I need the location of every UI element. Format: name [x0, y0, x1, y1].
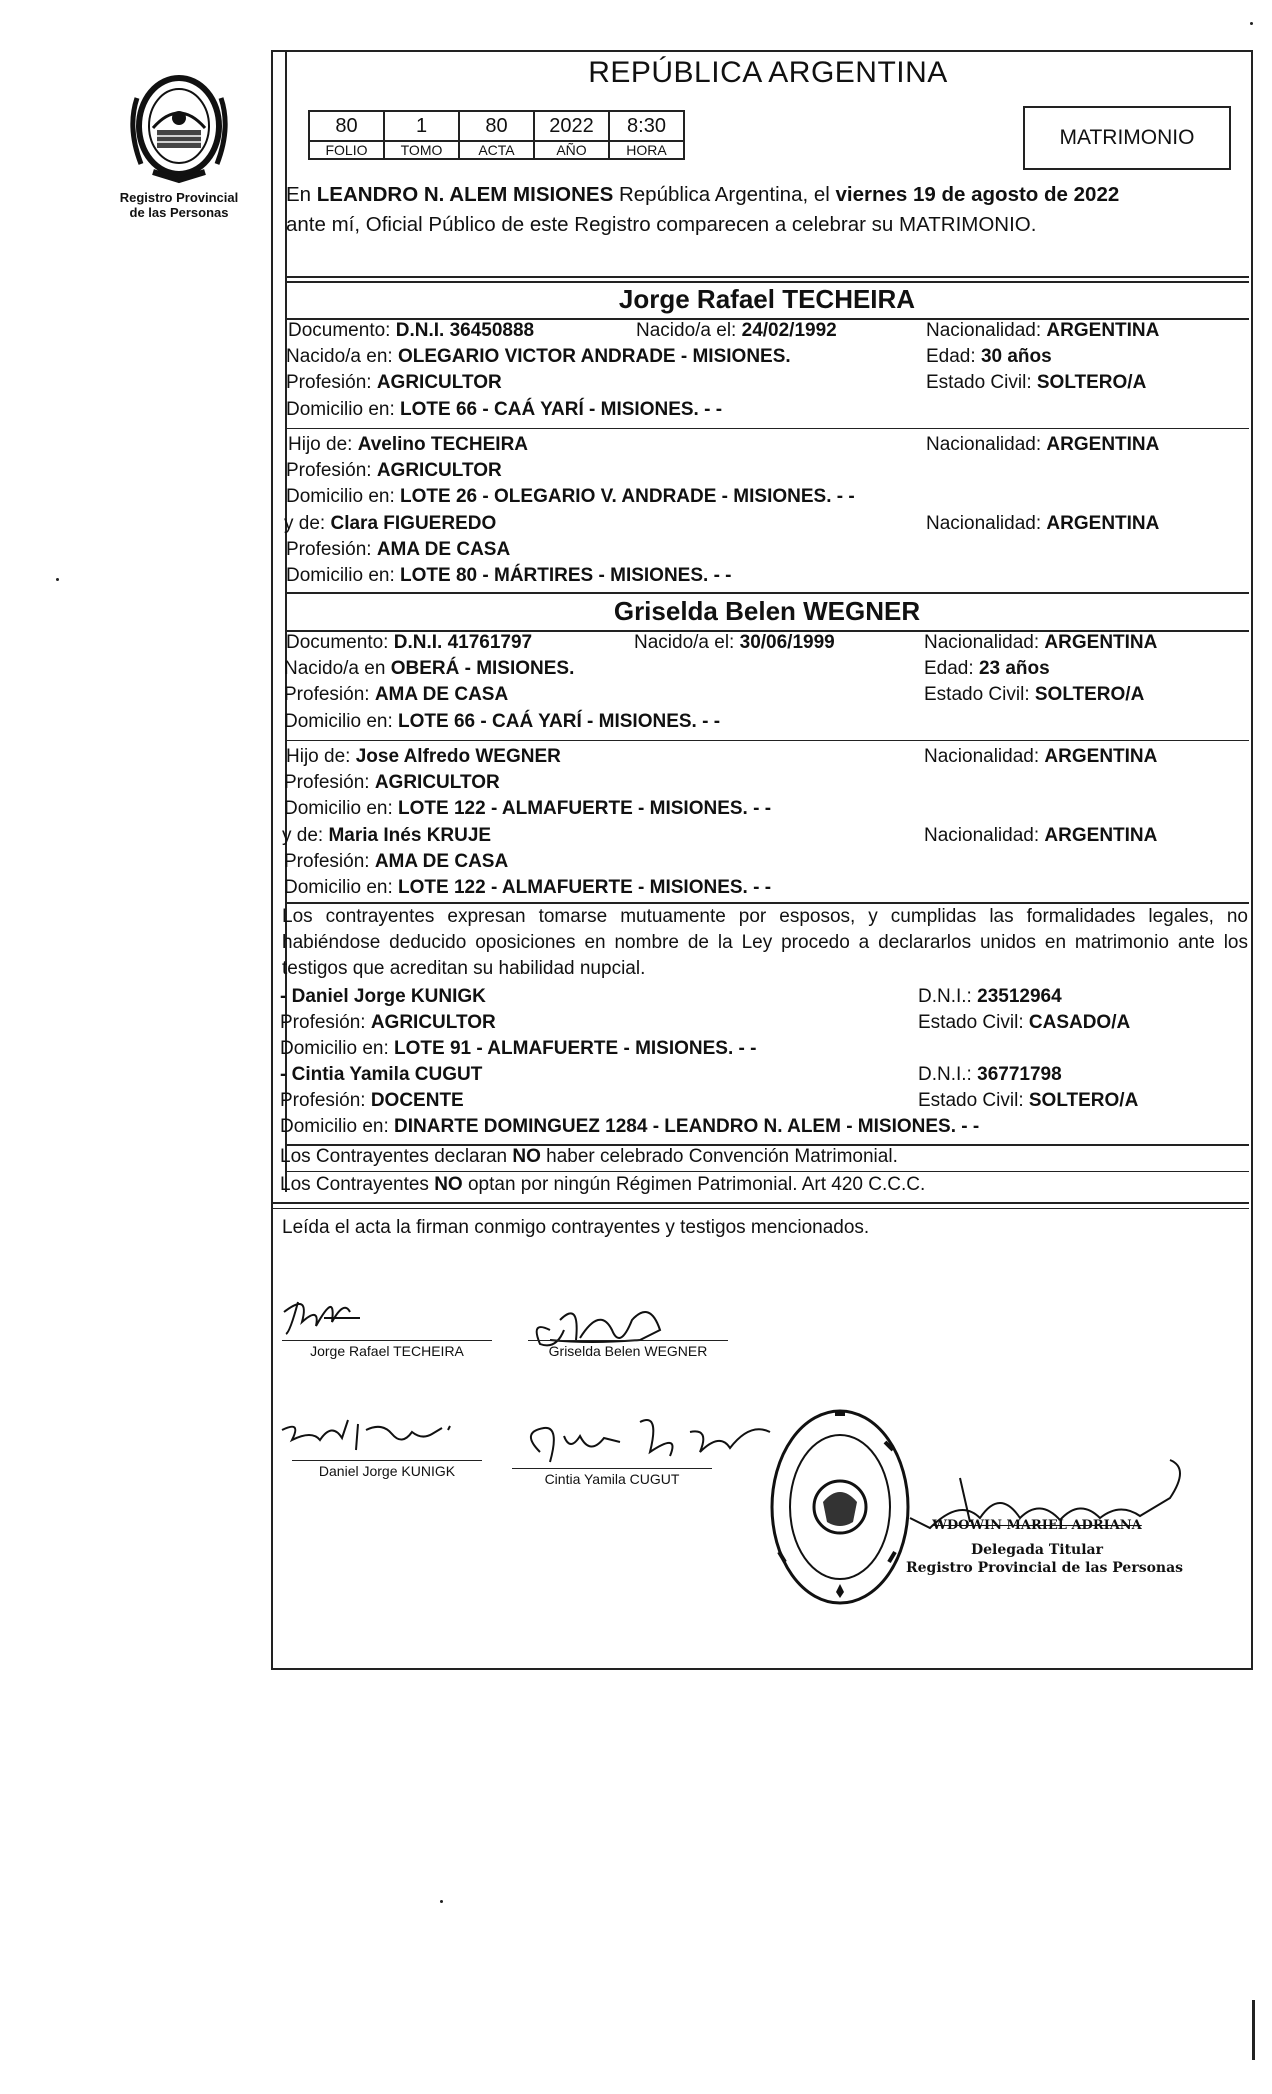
witness1-signature-label: Daniel Jorge KUNIGK — [318, 1463, 456, 1479]
logo-caption: Registro Provincial de las Personas — [119, 190, 239, 220]
witness1-address: Domicilio en: LOTE 91 - ALMAFUERTE - MISIONES. - - — [280, 1038, 757, 1059]
bride-father-address: Domicilio en: LOTE 122 - ALMAFUERTE - MISIONES. - - — [284, 798, 772, 819]
groom-mother: y de: Clara FIGUEREDO — [284, 513, 497, 534]
witness2-dni: D.N.I.: 36771798 — [918, 1064, 1062, 1085]
bride-document: Documento: D.N.I. 41761797 — [286, 632, 533, 653]
scan-mark — [440, 1900, 443, 1903]
groom-father-address: Domicilio en: LOTE 26 - OLEGARIO V. ANDRADE - MISIONES. - - — [286, 486, 855, 507]
official-name: WDOWIN MARIEL ADRIANA — [932, 1518, 1142, 1533]
page-title: REPÚBLICA ARGENTINA — [588, 56, 948, 89]
regime-statement: Los Contrayentes NO optan por ningún Régimen Patrimonial. Art 420 C.C.C. — [280, 1174, 926, 1195]
bride-name: Griselda Belen WEGNER — [613, 596, 921, 626]
signature-line — [512, 1468, 712, 1469]
ano-value: 2022 — [534, 111, 609, 141]
groom-father-nationality: Nacionalidad: ARGENTINA — [926, 434, 1160, 455]
witness2-profession: Profesión: DOCENTE — [280, 1090, 464, 1111]
bride-profession: Profesión: AMA DE CASA — [284, 684, 509, 705]
divider — [285, 428, 1249, 429]
groom-mother-nationality: Nacionalidad: ARGENTINA — [926, 513, 1160, 534]
scan-edge-mark — [1252, 2000, 1255, 2060]
witness2-civil-status: Estado Civil: SOLTERO/A — [918, 1090, 1139, 1111]
tomo-value: 1 — [384, 111, 459, 141]
groom-mother-address: Domicilio en: LOTE 80 - MÁRTIRES - MISIONES. - - — [286, 565, 732, 586]
intro-place: LEANDRO N. ALEM MISIONES — [316, 183, 614, 206]
witness1-name: - Daniel Jorge KUNIGK — [280, 986, 486, 1007]
bride-mother-nationality: Nacionalidad: ARGENTINA — [924, 825, 1158, 846]
witness1-dni: D.N.I.: 23512964 — [918, 986, 1062, 1007]
acta-label: ACTA — [459, 141, 534, 159]
convention-statement: Los Contrayentes declaran NO haber celebrado Convención Matrimonial. — [280, 1146, 898, 1167]
folio-value: 80 — [309, 111, 384, 141]
bride-mother-profession: Profesión: AMA DE CASA — [284, 851, 509, 872]
bride-birthdate: Nacido/a el: 30/06/1999 — [634, 632, 835, 653]
groom-birthplace: Nacido/a en: OLEGARIO VICTOR ANDRADE - MISIONES. — [286, 346, 791, 367]
signature-line — [292, 1460, 482, 1461]
witness1-civil-status: Estado Civil: CASADO/A — [918, 1012, 1131, 1033]
groom-profession: Profesión: AGRICULTOR — [286, 372, 502, 393]
groom-signature-icon — [280, 1282, 390, 1342]
registry-table — [308, 110, 685, 160]
groom-father-profession: Profesión: AGRICULTOR — [286, 460, 502, 481]
divider — [285, 281, 1249, 283]
intro-text: En LEANDRO N. ALEM MISIONES República Argentina, el viernes 19 de agosto de 2022 ante mí, Oficial Público de este Registro comparecen a celebrar su MATRIMONIO. — [286, 183, 1120, 236]
groom-nationality: Nacionalidad: ARGENTINA — [926, 320, 1160, 341]
folio-label: FOLIO — [309, 141, 384, 159]
groom-address: Domicilio en: LOTE 66 - CAÁ YARÍ - MISIONES. - - — [286, 399, 723, 420]
tomo-label: TOMO — [384, 141, 459, 159]
bride-mother: y de: Maria Inés KRUJE — [282, 825, 492, 846]
official-role: Delegada Titular — [970, 1542, 1103, 1558]
bride-address: Domicilio en: LOTE 66 - CAÁ YARÍ - MISIONES. - - — [284, 711, 721, 732]
bride-mother-address: Domicilio en: LOTE 122 - ALMAFUERTE - MISIONES. - - — [284, 877, 772, 898]
registry-logo — [112, 68, 246, 220]
bride-father-profession: Profesión: AGRICULTOR — [284, 772, 500, 793]
closing-text: Leída el acta la firman conmigo contrayentes y testigos mencionados. — [282, 1217, 870, 1238]
record-type-box — [1023, 106, 1231, 170]
acta-value: 80 — [459, 111, 534, 141]
bride-birthplace: Nacido/a en OBERÁ - MISIONES. — [284, 658, 575, 679]
witness1-profession: Profesión: AGRICULTOR — [280, 1012, 496, 1033]
bride-age: Edad: 23 años — [924, 658, 1050, 679]
divider — [285, 740, 1249, 741]
divider — [285, 592, 1249, 594]
hora-label: HORA — [609, 141, 684, 159]
groom-document: Documento: D.N.I. 36450888 — [288, 320, 535, 341]
bride-signature-label: Griselda Belen WEGNER — [548, 1343, 708, 1359]
bride-father-nationality: Nacionalidad: ARGENTINA — [924, 746, 1158, 767]
witness2-address: Domicilio en: DINARTE DOMINGUEZ 1284 - LEANDRO N. ALEM - MISIONES. - - — [280, 1116, 980, 1137]
witness2-signature-icon — [520, 1412, 790, 1472]
groom-age: Edad: 30 años — [926, 346, 1052, 367]
groom-mother-profession: Profesión: AMA DE CASA — [286, 539, 511, 560]
witness2-signature-label: Cintia Yamila CUGUT — [544, 1471, 680, 1487]
delegation-stamp-icon — [765, 1402, 915, 1612]
groom-civil-status: Estado Civil: SOLTERO/A — [926, 372, 1147, 393]
groom-name: Jorge Rafael TECHEIRA — [618, 284, 916, 314]
declaration-text: Los contrayentes expresan tomarse mutuamente por esposos, y cumplidas las formalidades legales, no habiéndose deducido oposiciones en nombre de la Ley procedo a declararlos unidos en matrimonio ante los testigos que acreditan su habilidad nupcial. — [282, 906, 1248, 979]
signature-line — [282, 1340, 492, 1341]
divider — [272, 1208, 1249, 1209]
signature-line — [528, 1340, 728, 1341]
divider — [272, 1202, 1249, 1204]
bride-father: Hijo de: Jose Alfredo WEGNER — [286, 746, 561, 767]
groom-signature-label: Jorge Rafael TECHEIRA — [310, 1343, 464, 1359]
hora-value: 8:30 — [609, 111, 684, 141]
scan-mark — [56, 578, 59, 581]
ano-label: AÑO — [534, 141, 609, 159]
record-type: MATRIMONIO — [1059, 126, 1195, 149]
bride-nationality: Nacionalidad: ARGENTINA — [924, 632, 1158, 653]
scan-mark — [1250, 22, 1253, 25]
provincial-seal-icon — [123, 68, 235, 186]
divider — [285, 276, 1249, 278]
witness2-name: - Cintia Yamila CUGUT — [280, 1064, 483, 1085]
groom-birthdate: Nacido/a el: 24/02/1992 — [636, 320, 837, 341]
intro-date: viernes 19 de agosto de 2022 — [835, 183, 1120, 206]
bride-civil-status: Estado Civil: SOLTERO/A — [924, 684, 1145, 705]
divider — [285, 1171, 1249, 1172]
official-office: Registro Provincial de las Personas — [906, 1560, 1184, 1576]
witness1-signature-icon — [272, 1410, 472, 1460]
groom-father: Hijo de: Avelino TECHEIRA — [288, 434, 529, 455]
